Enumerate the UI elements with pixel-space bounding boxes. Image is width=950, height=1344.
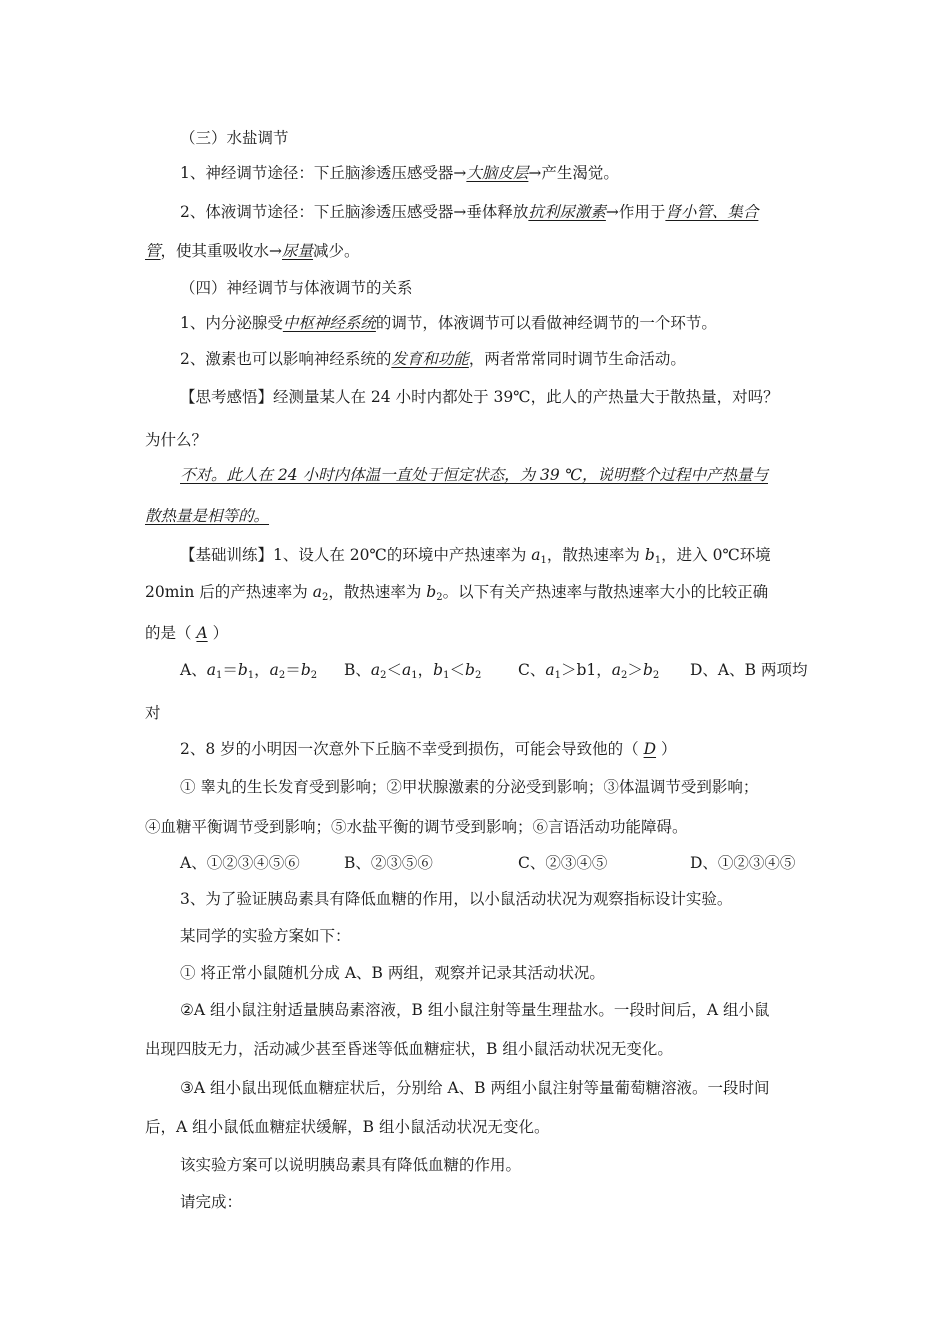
sub: 2 <box>652 670 660 681</box>
sub: 1 <box>247 670 255 681</box>
text: ＜ <box>449 661 465 679</box>
think-answer-line-2: 散热量是相等的。 <box>145 507 270 525</box>
q3-line-7: 后，A 组小鼠低血糖症状缓解，B 组小鼠活动状况无变化。 <box>145 1118 550 1136</box>
q1-line-3 <box>145 623 228 643</box>
q2-option-a: A、①②③④⑤⑥ <box>180 854 300 872</box>
text: ，使其重吸收水→ <box>160 242 283 260</box>
text: A、 <box>180 661 207 679</box>
var: a <box>206 661 216 679</box>
sub: 2 <box>278 670 286 681</box>
text: ＞ <box>627 661 643 679</box>
text: ＝ <box>285 661 301 679</box>
text: 的调节，体液调节可以看做神经调节的一个环节。 <box>375 314 717 332</box>
sub: 2 <box>436 592 443 603</box>
var: b <box>300 661 311 679</box>
text: B、 <box>344 661 371 679</box>
answer-blank: 抗利尿激素 <box>528 203 606 221</box>
text: ，散热速率为 <box>328 583 427 601</box>
text: 减少。 <box>313 242 360 260</box>
text: →产生渴觉。 <box>528 164 619 182</box>
text: ，散热速率为 <box>546 546 645 564</box>
var: b <box>237 661 248 679</box>
text: ， <box>254 661 270 679</box>
sub: 1 <box>411 670 418 681</box>
sub: 1 <box>215 670 223 681</box>
q3-line-3: ① 将正常小鼠随机分成 A、B 两组，观察并记录其活动状况。 <box>180 964 605 982</box>
var: b <box>465 661 475 679</box>
text: ＝ <box>222 661 238 679</box>
text: C、 <box>518 661 546 679</box>
answer-blank: 大脑皮层 <box>466 164 529 182</box>
text: ） <box>207 624 229 642</box>
text: ＞b1， <box>561 661 612 679</box>
var-a: a <box>312 583 322 601</box>
answer-blank: 发育和功能 <box>391 350 469 368</box>
answer-blank: 肾小管、集合 <box>665 203 759 221</box>
q2-option-c: C、②③④⑤ <box>518 854 608 872</box>
var: a <box>402 661 412 679</box>
q3-line-5: 出现四肢无力，活动减少甚至昏迷等低血糖症状，B 组小鼠活动状况无变化。 <box>145 1040 673 1058</box>
q2-option-d: D、①②③④⑤ <box>690 854 796 872</box>
think-question-line-1: 【思考感悟】经测量某人在 24 小时内都处于 39℃，此人的产热量大于散热量，对吗？ <box>180 388 779 406</box>
text: 2、体液调节途径：下丘脑渗透压感受器→垂体释放 <box>180 203 529 221</box>
text: 20min 后的产热速率为 <box>145 583 313 601</box>
q1-line-2 <box>145 582 768 602</box>
q1-option-a <box>180 660 317 680</box>
s3-line-2 <box>180 202 758 222</box>
sub: 1 <box>554 670 561 681</box>
text: ，进入 0℃环境 <box>661 546 771 564</box>
s4-line-1 <box>180 313 717 333</box>
q1-option-d-cont: 对 <box>145 704 161 722</box>
sub: 2 <box>474 670 482 681</box>
think-question-line-2: 为什么？ <box>145 431 208 449</box>
sub: 2 <box>321 592 329 603</box>
answer-blank: 尿量 <box>282 242 314 260</box>
text: ） <box>656 740 677 758</box>
text: →作用于 <box>605 203 666 221</box>
section-3-heading: （三）水盐调节 <box>180 129 289 147</box>
q1-option-d: D、A、B 两项均 <box>690 661 808 679</box>
sub: 2 <box>621 670 628 681</box>
q2-line-3: ④血糖平衡调节受到影响；⑤水盐平衡的调节受到影响；⑥言语活动功能障碍。 <box>145 818 688 836</box>
var: a <box>370 661 381 679</box>
q1-option-b <box>344 660 481 680</box>
var-a: a <box>531 546 541 564</box>
sub: 1 <box>540 555 547 566</box>
s3-line-1 <box>180 163 619 183</box>
q3-line-2: 某同学的实验方案如下： <box>180 927 351 945</box>
text: 1、神经调节途径：下丘脑渗透压感受器→ <box>180 164 467 182</box>
sub: 2 <box>310 670 318 681</box>
sub: 2 <box>380 670 387 681</box>
s3-line-3 <box>145 241 360 261</box>
text: 【基础训练】1、设人在 20℃的环境中产热速率为 <box>180 546 532 564</box>
q3-line-6: ③A 组小鼠出现低血糖症状后，分别给 A、B 两组小鼠注射等量葡萄糖溶液。一段时间 <box>180 1079 770 1097</box>
var: b <box>642 661 653 679</box>
q2-line-2: ① 睾丸的生长发育受到影响；②甲状腺激素的分泌受到影响；③体温调节受到影响； <box>180 778 759 796</box>
s4-line-2 <box>180 349 686 369</box>
text: ，两者常常同时调节生命活动。 <box>468 350 686 368</box>
text: ＜ <box>386 661 403 679</box>
answer-blank: A <box>196 624 208 642</box>
text: 的是（ <box>145 624 197 642</box>
var: a <box>611 661 622 679</box>
text: 1、内分泌腺受 <box>180 314 283 332</box>
var-b: b <box>644 546 655 564</box>
sub: 1 <box>654 555 662 566</box>
q3-line-9: 请完成： <box>180 1193 243 1211</box>
var: a <box>545 661 555 679</box>
think-answer-line-1: 不对。此人在 24 小时内体温一直处于恒定状态，为 39 ℃，说明整个过程中产热量与 <box>180 466 768 484</box>
var: a <box>269 661 279 679</box>
q1-option-c <box>518 660 659 680</box>
section-4-heading: （四）神经调节与体液调节的关系 <box>180 279 413 297</box>
text: ， <box>417 661 434 679</box>
answer-blank: D <box>643 740 657 758</box>
var-b: b <box>426 583 437 601</box>
text: 。以下有关产热速率与散热速率大小的比较正确 <box>442 583 769 601</box>
answer-blank: 管 <box>145 242 161 260</box>
q2-line-1 <box>180 739 676 759</box>
answer-blank: 中枢神经系统 <box>282 314 376 332</box>
q3-line-1: 3、为了验证胰岛素具有降低血糖的作用，以小鼠活动状况为观察指标设计实验。 <box>180 890 733 908</box>
q3-line-4: ②A 组小鼠注射适量胰岛素溶液，B 组小鼠注射等量生理盐水。一段时间后，A 组小鼠 <box>180 1001 770 1019</box>
var: b <box>433 661 444 679</box>
sub: 1 <box>443 670 450 681</box>
q2-option-b: B、②③⑤⑥ <box>344 854 433 872</box>
q1-line-1 <box>180 545 771 565</box>
q3-line-8: 该实验方案可以说明胰岛素具有降低血糖的作用。 <box>180 1156 522 1174</box>
text: 2、8 岁的小明因一次意外下丘脑不幸受到损伤，可能会导致他的（ <box>180 740 644 758</box>
text: 2、激素也可以影响神经系统的 <box>180 350 392 368</box>
